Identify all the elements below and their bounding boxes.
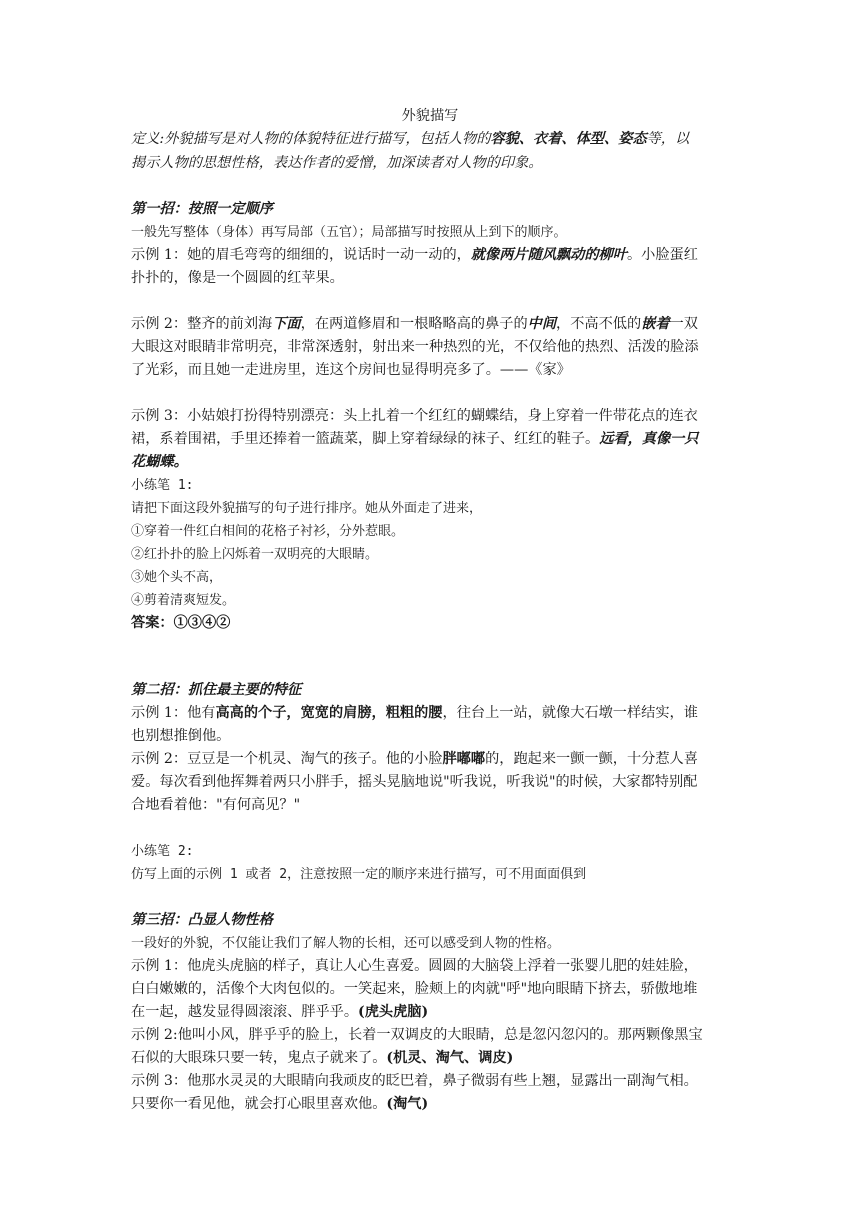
example-text: 。小脸蛋红 <box>626 247 698 263</box>
section1-example2-line1 <box>131 313 731 337</box>
section1-intro: 一般先写整体（身体）再写局部（五官）；局部描写时按照从上到下的顺序。 <box>131 225 567 240</box>
section2-example2-line1 <box>131 748 731 772</box>
example-emphasis: 就像两片随风飘动的柳叶 <box>470 247 627 263</box>
section1-example3-line1: 示例 3：小姑娘打扮得特别漂亮：头上扎着一个红红的蝴蝶结，身上穿着一件带花点的连衣 <box>131 408 698 424</box>
example-emphasis: 中间 <box>527 316 557 332</box>
example-text: 示例 1：他有 <box>131 705 216 721</box>
section3-example2-line1: 示例 2:他叫小风，胖乎乎的脸上，长着一双调皮的大眼睛，总是忽闪忽闪的。那两颗像黑宝 <box>131 1027 703 1043</box>
practice1-option: ④剪着清爽短发。 <box>131 593 236 608</box>
example-emphasis: 高高的个子，宽宽的肩膀，粗粗的腰 <box>215 705 443 721</box>
section1-example1-line1 <box>131 244 731 268</box>
section1-example3-line3: 花蝴蝶。 <box>131 454 188 470</box>
definition-text: 等，以 <box>646 131 690 147</box>
practice1-title: 小练笔 1: <box>131 478 194 493</box>
section1-heading: 第一招：按照一定顺序 <box>131 201 273 217</box>
example-text: 裙，系着围裙，手里还捧着一篮蔬菜，脚上穿着绿绿的袜子、红红的鞋子。 <box>131 431 600 447</box>
section3-example3-line1: 示例 3：他那水灵灵的大眼睛向我顽皮的眨巴着，鼻子微弱有些上翘，显露出一副淘气相。 <box>131 1073 698 1089</box>
definition-emphasis: 容貌、衣着、体型、姿态 <box>490 131 647 147</box>
section2-example2-line3: 合地看着他："有何高见？" <box>131 797 301 813</box>
example-text: 石似的大眼珠只要一转，鬼点子就来了。 <box>131 1050 387 1066</box>
definition-text: 定义:外貌描写是对人物的体貌特征进行描写，包括人物的 <box>131 131 491 147</box>
section1-example2-line2: 大眼这对眼睛非常明亮，非常深透射，射出来一种热烈的光，不仅给他的热烈、活泼的脸添 <box>131 339 699 355</box>
example-tag: (淘气) <box>386 1096 429 1112</box>
practice2-title: 小练笔 2: <box>131 844 194 859</box>
practice1-option: ②红扑扑的脸上闪烁着一双明亮的大眼睛。 <box>131 547 379 562</box>
example-text: 示例 2：整齐的前刘海 <box>131 316 273 332</box>
section3-example1-line3 <box>131 1001 731 1025</box>
example-text: ，往台上一站，就像大石墩一样结实，谁 <box>442 705 698 721</box>
example-text: 一双 <box>669 316 698 332</box>
practice1-option: ③她个头不高， <box>131 570 223 585</box>
definition-line-2: 揭示人物的思想性格，表达作者的爱憎，加深读者对人物的印象。 <box>131 155 543 171</box>
section2-example1-line2: 也别想推倒他。 <box>131 728 231 744</box>
example-emphasis: 胖嘟嘟 <box>442 751 486 767</box>
practice2-instruction: 仿写上面的示例 1 或者 2，注意按照一定的顺序来进行描写，可不用面面俱到 <box>131 867 587 882</box>
example-text: ，不高不低的 <box>556 316 642 332</box>
example-text: 只要你一看见他，就会打心眼里喜欢他。 <box>131 1096 387 1112</box>
practice1-answer: 答案：①③④② <box>131 615 231 631</box>
section1-example2-line3: 了光彩，而且她一走进房里，连这个房间也显得明亮多了。——《家》 <box>131 362 571 378</box>
section3-example3-line2 <box>131 1093 731 1117</box>
example-emphasis: 远看，真像一只 <box>599 431 699 447</box>
section3-example1-line1: 示例 1：他虎头虎脑的样子，真让人心生喜爱。圆圆的大脑袋上浮着一张婴儿肥的娃娃脸， <box>131 958 698 974</box>
section3-example1-line2: 白白嫩嫩的，活像个大肉包似的。一笑起来，脸颊上的肉就"呼"地向眼睛下挤去，骄傲地堆 <box>131 981 698 997</box>
example-tag: (虎头虎脑) <box>358 1004 429 1020</box>
example-text: 示例 2：豆豆是一个机灵、淘气的孩子。他的小脸 <box>131 751 443 767</box>
example-text: 在一起，越发显得圆滚滚、胖乎乎。 <box>131 1004 359 1020</box>
section2-heading: 第二招：抓住最主要的特征 <box>131 682 302 698</box>
example-text: ，在两道修眉和一根略略高的鼻子的 <box>300 316 528 332</box>
practice1-instruction: 请把下面这段外貌描写的句子进行排序。她从外面走了进来， <box>131 501 483 516</box>
section3-heading: 第三招：凸显人物性格 <box>131 912 273 928</box>
section2-example1-line1 <box>131 702 731 726</box>
section1-example3-line2 <box>131 428 731 452</box>
example-text: 的，跑起来一颤一颤，十分惹人喜 <box>485 751 698 767</box>
definition-line-1 <box>131 128 731 152</box>
section1-example1-line2: 扑扑的，像是一个圆圆的红苹果。 <box>131 270 344 286</box>
practice1-option: ①穿着一件红白相间的花格子衬衫，分外惹眼。 <box>131 524 405 539</box>
section2-example2-line2: 爱。每次看到他挥舞着两只小胖手，摇头晃脑地说"听我说，听我说"的时候，大家都特别配 <box>131 774 698 790</box>
example-emphasis: 嵌着 <box>641 316 670 332</box>
example-text: 示例 1：她的眉毛弯弯的细细的，说话时一动一动的， <box>131 247 471 263</box>
section3-intro: 一段好的外貌，不仅能让我们了解人物的长相，还可以感受到人物的性格。 <box>131 936 561 951</box>
example-emphasis: 下面 <box>272 316 301 332</box>
example-tag: (机灵、淘气、调皮) <box>386 1050 514 1066</box>
document-title: 外貌描写 <box>401 108 459 124</box>
section3-example2-line2 <box>131 1047 731 1071</box>
